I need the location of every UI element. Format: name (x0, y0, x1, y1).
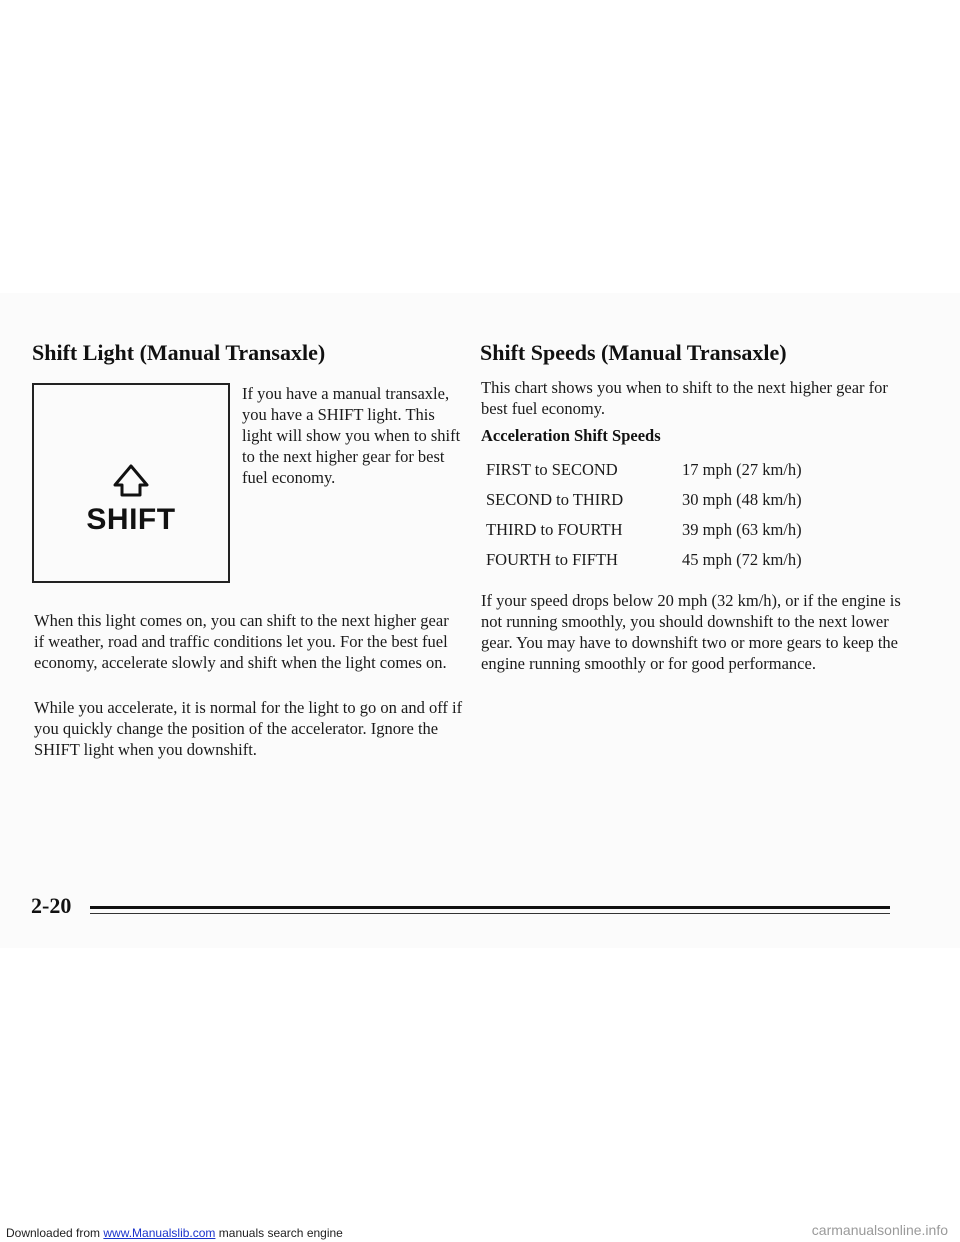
shift-light-intro: If you have a manual transaxle, you have a SHIFT light. This light will show you when to shift to the next higher gear for best fuel economy. (242, 384, 461, 487)
shift-light-paragraph-2: While you accelerate, it is normal for the light to go on and off if you quickly change the position of the accelerator. Ignore the SHIFT light when you downshift. (34, 698, 463, 759)
shift-speed: 17 mph (27 km/h) (682, 460, 802, 479)
footer-suffix: manuals search engine (215, 1226, 343, 1240)
gear-change: SECOND to THIRD (486, 490, 624, 509)
table-row (486, 455, 886, 485)
table-row (486, 515, 886, 545)
upshift-arrow-icon (108, 463, 154, 499)
shift-speed: 45 mph (72 km/h) (682, 550, 802, 569)
shift-indicator-illustration (32, 383, 230, 583)
shift-speeds-heading: Shift Speeds (Manual Transaxle) (480, 340, 787, 365)
shift-indicator-label: SHIFT (86, 503, 176, 536)
acceleration-shift-speeds-title: Acceleration Shift Speeds (481, 426, 661, 445)
downshift-paragraph: If your speed drops below 20 mph (32 km/h), or if the engine is not running smoothly, you should downshift to the next lower gear. You may have to downshift two or more gears to keep the engine running smoothly or for good performance. (481, 591, 901, 673)
shift-speeds-intro: This chart shows you when to shift to the next higher gear for best fuel economy. (481, 378, 888, 418)
manualslib-link[interactable]: www.Manualslib.com (103, 1226, 216, 1240)
shift-light-heading: Shift Light (Manual Transaxle) (32, 340, 326, 365)
gear-change: FIRST to SECOND (486, 460, 618, 479)
gear-change: FOURTH to FIFTH (486, 550, 618, 569)
table-row (486, 485, 886, 515)
table-row (486, 545, 886, 575)
download-footer (6, 1226, 343, 1240)
site-watermark: carmanualsonline.info (811, 1222, 948, 1238)
shift-speeds-table (486, 455, 886, 575)
footer-rule (90, 906, 890, 909)
gear-change: THIRD to FOURTH (486, 520, 623, 539)
footer-prefix: Downloaded from (6, 1226, 104, 1240)
shift-speed: 39 mph (63 km/h) (682, 520, 802, 539)
footer-rule-thin (90, 913, 890, 914)
shift-light-paragraph-1: When this light comes on, you can shift to the next higher gear if weather, road and traffic conditions let you. For the best fuel economy, accelerate slowly and shift when the light comes on. (34, 611, 449, 672)
page-number: 2-20 (31, 893, 72, 918)
shift-speed: 30 mph (48 km/h) (682, 490, 802, 509)
